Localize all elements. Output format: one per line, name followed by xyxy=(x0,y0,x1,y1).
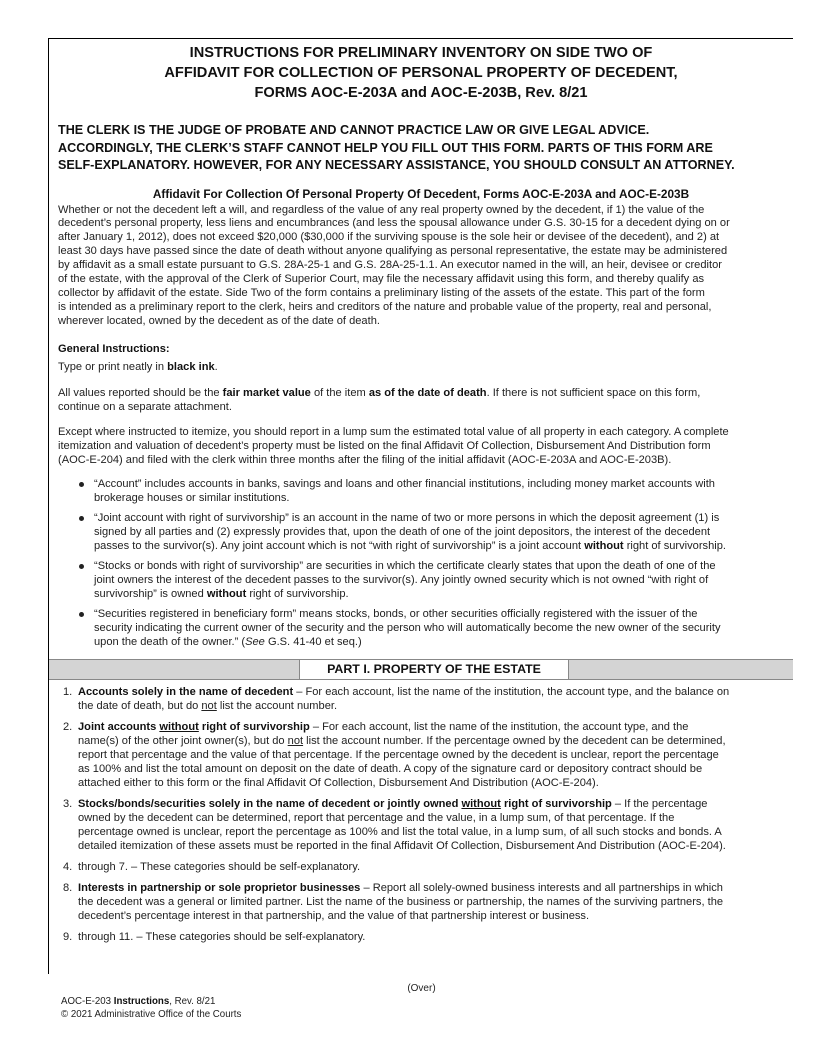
bullet-icon xyxy=(79,516,84,521)
intro-paragraph xyxy=(58,204,787,329)
item-number: 3. xyxy=(63,798,73,810)
ink-emphasis: black ink xyxy=(167,360,215,373)
list-item: “Joint account with right of survivorship” is an account in the name of two or more persons in which the deposit agreement (1) is signed by all parties and (2) expressly provides that, upon the death of one of the joint depositors, the interest of the decedent passes to the survivor(s). Any joint account which is not “with right of survivorship” is a joint account without right of survivorship. xyxy=(49,511,793,553)
over-indicator: (Over) xyxy=(407,983,436,994)
list-item: 2. Joint accounts without right of survivorship – For each account, list the name of the institution, the account type, and the name(s) of the other joint owner(s), but do not list the account number. If the percentage owned by the decedent can be determined, report that percentage and the value of that percentage. If the percentage owned by the decedent is unclear, report the percentage as 100% and list the total amount on deposit on the date of death. A copy of the signature card or depository contract should be attached either to this form or the final Affidavit Of Collection, Disbursement And Distribution (AOC-E-204). xyxy=(63,721,726,789)
title-line: INSTRUCTIONS FOR PRELIMINARY INVENTORY ON SIDE TWO OF xyxy=(189,45,653,61)
lump-sum-instruction: Except where instructed to itemize, you should report in a lump sum the estimated total value of all property in each category. A complete itemization and valuation of decedent’s property must be listed on the final Affidavit Of Collection, Disbursement And Distribution form (AOC-E-204) and filed with the clerk within three months after the filing of the initial affidavit (AOC-E-203A and AOC-E-203B). xyxy=(58,425,729,466)
item-number: 2. xyxy=(63,721,73,733)
item-number: 8. xyxy=(63,882,73,894)
list-item: 1. Accounts solely in the name of decedent – For each account, list the name of the institution, the account type, and the balance on the date of death, but do not list the account number. xyxy=(63,686,730,712)
list-item: 9. through 11. – These categories should be self-explanatory. xyxy=(63,931,366,943)
intro-line: after January 1, 2012), does not exceed $20,000 ($30,000 if the surviving spouse is the sole heir or devisee of the decedent), and 2) at xyxy=(58,231,720,244)
intro-line: is intended as a preliminary report to the clerk, heirs and creditors of the nature and probable value of the property, real and personal, xyxy=(58,300,712,313)
definitions-list xyxy=(49,477,793,649)
list-item: 4. through 7. – These categories should be self-explanatory. xyxy=(63,861,361,873)
intro-line: wherever located, owned by the decedent as of the date of death. xyxy=(58,314,380,327)
title-line: FORMS AOC-E-203A and AOC-E-203B, Rev. 8/21 xyxy=(254,85,588,101)
notice-line: SELF-EXPLANATORY. HOWEVER, FOR ANY NECESSARY ASSISTANCE, YOU SHOULD CONSULT AN ATTORNEY. xyxy=(58,158,735,172)
list-item: 3. Stocks/bonds/securities solely in the name of decedent or jointly owned without right of survivorship – If the percentage owned by the decedent can be determined, report that percentage and the value, in a lump sum, of that percentage. If the percentage owned is unclear, report the percentage as 100% and list the total value, in a lump sum, of all such stocks and bonds. A detailed itemization of these assets must be reported in the final Affidavit Of Collection, Disbursement And Distribution (AOC-E-204). xyxy=(63,798,726,852)
intro-line: collector by affidavit of the estate. Side Two of the form contains a preliminary listing of the assets of the estate. This part of the form xyxy=(58,286,705,299)
intro-line: by affidavit as a small estate pursuant to G.S. 28A-25-1 and G.S. 28A-25-1.1. An executor named in the will, an heir, devisee or creditor xyxy=(58,259,722,272)
general-instructions-heading: General Instructions: xyxy=(58,342,170,355)
intro-line: Whether or not the decedent left a will, and regardless of the value of any real property owned by the decedent, if 1) the value of the xyxy=(58,203,705,216)
item-number: 9. xyxy=(63,931,73,943)
list-item: “Account” includes accounts in banks, savings and loans and other financial institutions, including money market accounts with brokerage houses or similar institutions. xyxy=(49,477,793,505)
intro-line: decedent’s personal property, less liens and encumbrances (and less the spousal allowance under G.S. 30-15 for a decedent dying on or xyxy=(58,217,730,230)
list-item: “Securities registered in beneficiary form” means stocks, bonds, or other securities officially registered with the issuer of the security indicating the current owner of the security and the person who will automatically become the new owner of the security upon the death of the owner.” (See G.S. 41-40 et seq.) xyxy=(49,607,793,649)
form-identifier: AOC-E-203 Instructions, Rev. 8/21 xyxy=(61,996,216,1007)
item-number: 4. xyxy=(63,861,73,873)
page-footer xyxy=(61,995,241,1021)
page-title xyxy=(49,43,793,103)
property-instructions-list xyxy=(49,685,793,951)
form-page xyxy=(48,38,793,994)
notice-line: ACCORDINGLY, THE CLERK’S STAFF CANNOT HELP YOU FILL OUT THIS FORM. PARTS OF THIS FORM ARE xyxy=(58,140,713,155)
bullet-icon xyxy=(79,564,84,569)
values-instruction: All values reported should be the fair market value of the item as of the date of death. If there is not sufficient space on this form, continue on a separate attachment. xyxy=(58,386,701,413)
bullet-icon xyxy=(79,482,84,487)
title-line: AFFIDAVIT FOR COLLECTION OF PERSONAL PROPERTY OF DECEDENT, xyxy=(164,65,678,81)
part-one-bar xyxy=(49,659,793,680)
notice-line: THE CLERK IS THE JUDGE OF PROBATE AND CANNOT PRACTICE LAW OR GIVE LEGAL ADVICE. xyxy=(58,123,650,137)
intro-line: of the estate, with the approval of the Clerk of Superior Court, may file the necessary affidavit using this form, and thereby qualify as xyxy=(58,273,705,286)
list-item: “Stocks or bonds with right of survivorship” are securities in which the certificate clearly states that upon the death of one of the joint owners the interest of the decedent passes to the survivor(s). Any jointly owned security which is not owned “with right of survivorship” is owned without right of survivorship. xyxy=(49,559,793,601)
legal-notice xyxy=(58,122,793,175)
bullet-icon xyxy=(79,612,84,617)
part-one-heading: PART I. PROPERTY OF THE ESTATE xyxy=(299,659,569,680)
copyright-notice: © 2021 Administrative Office of the Courts xyxy=(61,1009,242,1020)
item-number: 1. xyxy=(63,686,73,698)
intro-line: least 30 days have passed since the date of death without anyone qualifying as personal representative, the estate may be administered xyxy=(58,245,728,258)
affidavit-subheading: Affidavit For Collection Of Personal Property Of Decedent, Forms AOC-E-203A and AOC-E-203B xyxy=(152,186,690,201)
list-item: 8. Interests in partnership or sole proprietor businesses – Report all solely-owned business interests and all partnerships in which the decedent was a general or limited partner. List the name of the business or partnership, the names of the surviving partners, the decedent’s percentage interest in that partnership, and the value of that partnership interest or business. xyxy=(63,882,724,922)
ink-instruction: Type or print neatly in black ink. xyxy=(58,360,218,373)
